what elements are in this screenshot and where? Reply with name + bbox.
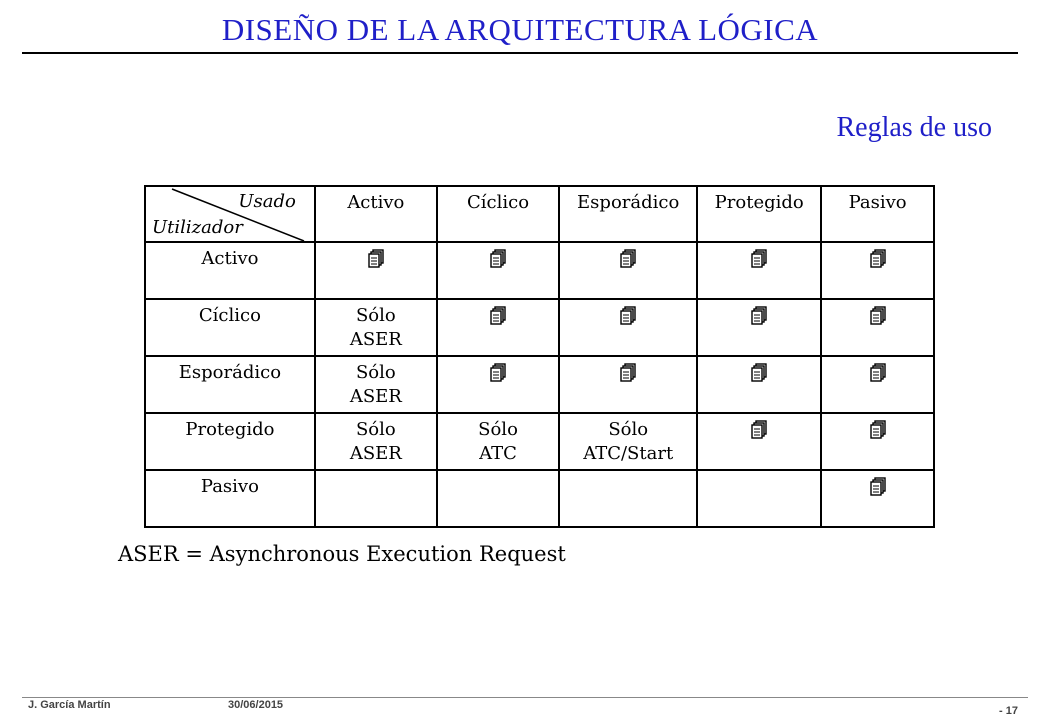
document-icon: [619, 363, 637, 385]
table-row: [145, 413, 934, 470]
page-title: DISEÑO DE LA ARQUITECTURA LÓGICA: [221, 12, 819, 47]
column-header: Protegido: [697, 186, 821, 242]
document-icon: [750, 306, 768, 328]
empty-cell: [315, 470, 437, 527]
column-header: Activo: [315, 186, 437, 242]
document-icon: [869, 363, 887, 385]
allowed-cell: [821, 242, 934, 299]
table-row: [145, 470, 934, 527]
table-row: [145, 242, 934, 299]
allowed-cell: [437, 356, 559, 413]
allowed-cell: [559, 242, 697, 299]
restriction-text: ASER: [349, 443, 402, 464]
allowed-cell: [697, 299, 821, 356]
document-icon: [869, 477, 887, 499]
document-icon: [869, 249, 887, 271]
restriction-text: Sólo: [608, 419, 649, 440]
document-icon: [869, 306, 887, 328]
row-header: Pasivo: [145, 470, 315, 527]
table-header-row: [145, 186, 934, 242]
restriction-text: ASER: [349, 386, 402, 407]
corner-header-cell: [145, 186, 315, 242]
document-icon: [489, 363, 507, 385]
empty-cell: [437, 470, 559, 527]
table-row: [145, 356, 934, 413]
restriction-cell: [437, 413, 559, 470]
footer-divider: [22, 697, 1028, 698]
empty-cell: [697, 470, 821, 527]
allowed-cell: [437, 299, 559, 356]
restriction-cell: [315, 356, 437, 413]
allowed-cell: [697, 242, 821, 299]
allowed-cell: [697, 356, 821, 413]
column-header: Cíclico: [437, 186, 559, 242]
document-icon: [750, 249, 768, 271]
footer-date: 30/06/2015: [228, 699, 284, 711]
table-row: [145, 299, 934, 356]
restriction-text: Sólo: [355, 305, 396, 326]
footer-author: J. García Martín: [28, 699, 111, 711]
title-divider: [22, 52, 1018, 54]
allowed-cell: [821, 413, 934, 470]
restriction-cell: [315, 299, 437, 356]
restriction-cell: [315, 413, 437, 470]
row-header: Activo: [145, 242, 315, 299]
allowed-cell: [821, 470, 934, 527]
allowed-cell: [559, 299, 697, 356]
aser-legend: ASER = Asynchronous Execution Request: [118, 542, 566, 566]
section-subtitle: Reglas de uso: [836, 112, 992, 143]
document-icon: [489, 249, 507, 271]
allowed-cell: [559, 356, 697, 413]
allowed-cell: [821, 356, 934, 413]
column-header: Pasivo: [821, 186, 934, 242]
document-icon: [750, 420, 768, 442]
restriction-text: ATC/Start: [583, 443, 674, 464]
corner-used-label: Usado: [238, 191, 296, 212]
row-header: Protegido: [145, 413, 315, 470]
document-icon: [869, 420, 887, 442]
empty-cell: [559, 470, 697, 527]
restriction-text: Sólo: [478, 419, 518, 440]
corner-user-label: Utilizador: [152, 217, 243, 238]
column-header: Esporádico: [559, 186, 697, 242]
restriction-text: Sólo: [355, 362, 396, 383]
allowed-cell: [315, 242, 437, 299]
restriction-text: ASER: [349, 329, 402, 350]
restriction-text: ATC: [479, 443, 517, 464]
allowed-cell: [697, 413, 821, 470]
restriction-text: Sólo: [355, 419, 396, 440]
row-header: Cíclico: [145, 299, 315, 356]
document-icon: [750, 363, 768, 385]
allowed-cell: [821, 299, 934, 356]
row-header: Esporádico: [145, 356, 315, 413]
allowed-cell: [437, 242, 559, 299]
document-icon: [489, 306, 507, 328]
page-number: - 17: [999, 705, 1018, 717]
document-icon: [367, 249, 385, 271]
usage-rules-table: [144, 185, 935, 528]
restriction-cell: [559, 413, 697, 470]
document-icon: [619, 306, 637, 328]
document-icon: [619, 249, 637, 271]
